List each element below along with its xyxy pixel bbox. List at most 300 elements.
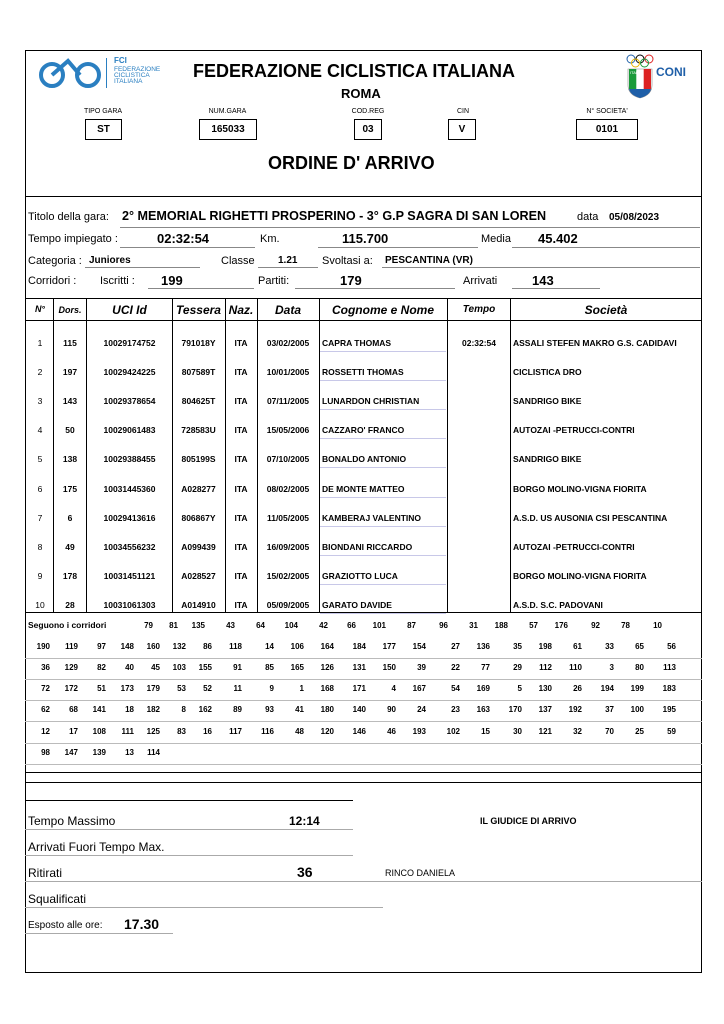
cell-tessera: 807589T: [181, 367, 216, 378]
cell-uci-id: 10034556232: [103, 541, 156, 552]
cell-birthdate: 05/09/2005: [266, 599, 310, 610]
partiti-label: Partiti:: [258, 275, 290, 287]
follower-number: 132: [172, 642, 186, 651]
row-underline: [320, 526, 446, 527]
category-underline: [85, 267, 200, 268]
followers-end-line: [25, 782, 702, 783]
follower-number: 10: [653, 621, 662, 630]
cell-team: BORGO MOLINO-VIGNA FIORITA: [513, 570, 647, 581]
document-frame: [25, 50, 702, 973]
time-label: Tempo impiegato :: [28, 233, 118, 245]
followers-row-line: [25, 721, 702, 722]
follower-number: 199: [630, 684, 644, 693]
box-societa: 0101: [576, 119, 638, 140]
follower-number: 81: [169, 621, 178, 630]
follower-number: 150: [382, 663, 396, 672]
follower-number: 9: [269, 684, 274, 693]
partiti-value: 179: [340, 273, 362, 288]
cell-position: 7: [37, 512, 43, 523]
follower-number: 192: [568, 705, 582, 714]
follower-number: 3: [609, 663, 614, 672]
followers-bottom-line: [25, 772, 702, 773]
box-num-gara: 165033: [199, 119, 257, 140]
cell-nationality: ITA: [234, 512, 248, 523]
follower-number: 104: [284, 621, 298, 630]
cell-nationality: ITA: [234, 541, 248, 552]
follower-number: 77: [481, 663, 490, 672]
follower-number: 70: [605, 727, 614, 736]
media-label: Media: [481, 233, 511, 245]
cell-dorsal: 115: [63, 338, 77, 348]
follower-number: 100: [630, 705, 644, 714]
follower-number: 79: [144, 621, 153, 630]
followers-row-line: [25, 700, 702, 701]
cell-dorsal: 138: [62, 454, 78, 465]
cell-uci-id: 10029413616: [103, 512, 156, 523]
follower-number: 53: [177, 684, 186, 693]
cell-dorsal: 49: [65, 541, 75, 552]
time-underline: [120, 247, 255, 248]
follower-number: 177: [382, 642, 396, 651]
time-value: 02:32:54: [157, 231, 210, 246]
ritirati-label: Ritirati: [28, 866, 63, 880]
follower-number: 54: [451, 684, 460, 693]
follower-number: 163: [476, 705, 490, 714]
city-title: ROMA: [341, 86, 381, 101]
tempo-massimo-label: Tempo Massimo: [28, 814, 116, 828]
follower-number: 96: [439, 621, 448, 630]
cell-dorsal: 28: [65, 599, 75, 610]
km-label: Km.: [260, 233, 280, 245]
cell-rider-name: DE MONTE MATTEO: [322, 483, 405, 494]
follower-number: 162: [198, 705, 212, 714]
cell-uci-id: 10029174752: [103, 338, 156, 348]
follower-number: 4: [391, 684, 396, 693]
cell-rider-name: BIONDANI RICCARDO: [322, 541, 413, 552]
arrivati-underline: [512, 288, 600, 289]
svoltasi-label: Svoltasi a:: [322, 255, 373, 267]
cell-birthdate: 07/11/2005: [266, 396, 310, 407]
follower-number: 1: [299, 684, 304, 693]
tempo-massimo-underline: [25, 829, 353, 830]
follower-number: 16: [203, 727, 212, 736]
cell-dorsal: 50: [65, 425, 75, 436]
box-cod-reg: 03: [354, 119, 382, 140]
title-underline: [120, 227, 700, 228]
cell-nationality: ITA: [234, 454, 248, 465]
follower-number: 62: [41, 705, 50, 714]
row-underline: [320, 584, 446, 585]
follower-number: 22: [451, 663, 460, 672]
follower-number: 176: [554, 621, 568, 630]
federation-title: FEDERAZIONE CICLISTICA ITALIANA: [193, 61, 515, 81]
box-label-num-gara: NUM.GARA: [208, 108, 247, 115]
partiti-underline: [295, 288, 455, 289]
followers-label: Seguono i corridori: [28, 620, 107, 630]
row-underline: [320, 438, 446, 439]
esposto-label: Esposto alle ore:: [28, 920, 103, 931]
follower-number: 188: [494, 621, 508, 630]
follower-number: 45: [151, 663, 160, 672]
row-underline: [320, 497, 446, 498]
cell-birthdate: 08/02/2005: [266, 483, 310, 494]
cell-birthdate: 11/05/2005: [266, 512, 310, 523]
follower-number: 170: [508, 705, 522, 714]
race-title-value: 2° MEMORIAL RIGHETTI PROSPERINO - 3° G.P SAGRA DI SAN LOREN: [122, 209, 547, 223]
coni-logo: [626, 53, 654, 104]
follower-number: 8: [181, 705, 186, 714]
follower-number: 164: [320, 642, 334, 651]
follower-number: 184: [352, 642, 366, 651]
cell-tessera: 805199S: [181, 454, 216, 465]
iscritti-label: Iscritti :: [100, 275, 135, 287]
follower-number: 68: [69, 705, 78, 714]
follower-number: 87: [407, 621, 416, 630]
cell-birthdate: 07/10/2005: [266, 454, 310, 465]
follower-number: 103: [172, 663, 186, 672]
follower-number: 131: [352, 663, 366, 672]
follower-number: 24: [417, 705, 426, 714]
follower-number: 168: [320, 684, 334, 693]
giudice-name: RINCO DANIELA: [385, 868, 456, 878]
col-header-naz: Naz.: [228, 303, 254, 317]
cell-team: AUTOZAI -PETRUCCI-CONTRI: [513, 541, 635, 552]
follower-number: 180: [320, 705, 334, 714]
cell-team: A.S.D. S.C. PADOVANI: [513, 599, 603, 610]
col-header-dors: Dors.: [58, 305, 82, 315]
follower-number: 130: [538, 684, 552, 693]
follower-number: 167: [412, 684, 426, 693]
cell-rider-name: BONALDO ANTONIO: [322, 454, 407, 465]
follower-number: 116: [261, 727, 274, 736]
row-underline: [320, 409, 446, 410]
cell-rider-name: KAMBERAJ VALENTINO: [322, 512, 422, 523]
cell-uci-id: 10029424225: [103, 367, 156, 378]
follower-number: 120: [320, 727, 334, 736]
cell-team: SANDRIGO BIKE: [513, 454, 582, 465]
cell-rider-name: GRAZIOTTO LUCA: [322, 570, 398, 581]
cell-nationality: ITA: [234, 483, 248, 494]
race-date-label: data: [577, 211, 599, 223]
follower-number: 147: [64, 748, 78, 757]
classe-label: Classe: [221, 255, 255, 267]
cell-dorsal: 175: [62, 483, 78, 494]
follower-number: 29: [513, 663, 522, 672]
followers-row-line: [25, 658, 702, 659]
cell-rider-name: CAPRA THOMAS: [322, 338, 392, 348]
follower-number: 11: [233, 684, 242, 693]
follower-number: 41: [295, 705, 304, 714]
cell-tessera: 804625T: [181, 396, 216, 407]
cell-uci-id: 10029061483: [103, 425, 156, 436]
follower-number: 139: [92, 748, 106, 757]
cell-nationality: ITA: [234, 396, 248, 407]
cell-tessera: 806867Y: [181, 512, 216, 523]
cell-team: SANDRIGO BIKE: [513, 396, 582, 407]
follower-number: 92: [591, 621, 600, 630]
cell-position: 9: [37, 570, 43, 581]
follower-number: 141: [92, 705, 106, 714]
fci-line3: ITALIANA: [114, 78, 143, 85]
follower-number: 43: [226, 621, 235, 630]
cell-tessera: A014910: [181, 599, 216, 610]
follower-number: 112: [539, 663, 552, 672]
follower-number: 113: [663, 663, 676, 672]
follower-number: 173: [120, 684, 134, 693]
race-date-value: 05/08/2023: [609, 212, 660, 223]
esposto-value: 17.30: [124, 916, 160, 932]
follower-number: 17: [69, 727, 78, 736]
cell-dorsal: 197: [62, 367, 78, 378]
follower-number: 179: [146, 684, 160, 693]
follower-number: 12: [41, 727, 50, 736]
follower-number: 111: [121, 727, 134, 736]
follower-number: 193: [412, 727, 426, 736]
follower-number: 98: [41, 748, 50, 757]
col-header-name: Cognome e Nome: [331, 303, 434, 317]
follower-number: 66: [347, 621, 356, 630]
row-underline: [320, 380, 446, 381]
cell-uci-id: 10029388455: [103, 454, 156, 465]
footer-top-line: [25, 800, 353, 801]
cell-position: 8: [37, 541, 43, 552]
cell-birthdate: 03/02/2005: [266, 338, 310, 348]
col-header-n: N°: [34, 304, 46, 314]
coni-label: CONI: [656, 65, 686, 79]
follower-number: 90: [387, 705, 396, 714]
followers-row-line: [25, 764, 702, 765]
follower-number: 5: [517, 684, 522, 693]
box-label-tipo-gara: TIPO GARA: [83, 108, 123, 115]
follower-number: 102: [446, 727, 460, 736]
follower-number: 106: [290, 642, 304, 651]
follower-number: 52: [203, 684, 212, 693]
follower-number: 194: [600, 684, 614, 693]
follower-number: 59: [667, 727, 676, 736]
follower-number: 46: [387, 727, 396, 736]
table-top-line: [25, 298, 702, 299]
follower-number: 160: [146, 642, 160, 651]
cell-rider-name: LUNARDON CHRISTIAN: [322, 396, 420, 407]
coni-small: ITALIA: [630, 70, 642, 75]
fci-line2: CICLISTICA: [114, 72, 150, 79]
follower-number: 36: [41, 663, 50, 672]
corridori-label: Corridori :: [28, 275, 77, 287]
cell-birthdate: 10/01/2005: [266, 367, 310, 378]
follower-number: 154: [412, 642, 426, 651]
cell-tessera: 791018Y: [181, 338, 216, 348]
cell-dorsal: 6: [67, 512, 73, 523]
box-label-societa: N° SOCIETA': [586, 108, 628, 115]
follower-number: 65: [635, 642, 644, 651]
logo-divider: [106, 58, 107, 88]
followers-row-line: [25, 679, 702, 680]
row-underline: [320, 351, 446, 352]
follower-number: 110: [569, 663, 582, 672]
cell-uci-id: 10031061303: [103, 599, 156, 610]
follower-number: 118: [229, 642, 242, 651]
box-label-cod-reg: COD.REG: [351, 108, 385, 115]
follower-number: 121: [538, 727, 552, 736]
follower-number: 64: [256, 621, 265, 630]
follower-number: 18: [125, 705, 134, 714]
col-header-tempo: Tempo: [462, 304, 496, 315]
follower-number: 108: [92, 727, 106, 736]
olympic-rings-icon: [626, 53, 654, 99]
fci-bike-icon: [38, 58, 104, 88]
follower-number: 137: [538, 705, 552, 714]
cell-tessera: A028527: [181, 570, 216, 581]
follower-number: 27: [451, 642, 460, 651]
cell-birthdate: 15/02/2005: [266, 570, 310, 581]
giudice-label: IL GIUDICE DI ARRIVO: [480, 816, 577, 826]
media-underline: [512, 247, 700, 248]
follower-number: 31: [469, 621, 478, 630]
follower-number: 101: [372, 621, 386, 630]
table-header-line: [25, 320, 702, 321]
follower-number: 148: [120, 642, 134, 651]
follower-number: 198: [538, 642, 552, 651]
follower-number: 136: [476, 642, 490, 651]
km-underline: [318, 247, 478, 248]
cell-position: 5: [37, 454, 43, 465]
follower-number: 35: [513, 642, 522, 651]
follower-number: 117: [229, 727, 242, 736]
follower-number: 119: [65, 642, 78, 651]
follower-number: 30: [513, 727, 522, 736]
fci-logo: [38, 58, 104, 93]
cell-tessera: A099439: [181, 541, 216, 552]
cell-position: 2: [37, 367, 43, 378]
media-value: 45.402: [538, 231, 578, 246]
follower-number: 25: [635, 727, 644, 736]
cell-nationality: ITA: [234, 367, 248, 378]
follower-number: 86: [203, 642, 212, 651]
category-value: Juniores: [89, 255, 131, 266]
ritirati-value: 36: [297, 864, 313, 880]
cell-team: ASSALI STEFEN MAKRO G.S. CADIDAVI: [513, 338, 677, 348]
follower-number: 126: [320, 663, 334, 672]
cell-birthdate: 15/05/2006: [266, 425, 310, 436]
cell-time: 02:32:54: [461, 338, 497, 348]
box-cin: V: [448, 119, 476, 140]
follower-number: 114: [147, 748, 160, 757]
box-tipo-gara: ST: [85, 119, 122, 140]
follower-number: 190: [36, 642, 50, 651]
ritirati-underline: [25, 881, 702, 882]
follower-number: 172: [64, 684, 78, 693]
cell-position: 6: [37, 483, 43, 494]
fuori-tempo-label: Arrivati Fuori Tempo Max.: [28, 840, 165, 854]
follower-number: 26: [573, 684, 582, 693]
fuori-tempo-underline: [25, 855, 353, 856]
follower-number: 93: [265, 705, 274, 714]
follower-number: 82: [97, 663, 106, 672]
follower-number: 155: [198, 663, 212, 672]
km-value: 115.700: [342, 231, 389, 246]
cell-rider-name: GARATO DAVIDE: [322, 599, 392, 610]
cell-nationality: ITA: [234, 425, 248, 436]
follower-number: 183: [662, 684, 676, 693]
follower-number: 135: [191, 621, 205, 630]
cell-position: 10: [35, 599, 45, 610]
category-label: Categoria :: [28, 255, 82, 267]
follower-number: 32: [573, 727, 582, 736]
box-label-cin: CIN: [456, 108, 470, 115]
follower-number: 140: [352, 705, 366, 714]
follower-number: 72: [41, 684, 50, 693]
cell-nationality: ITA: [234, 570, 248, 581]
cell-rider-name: ROSSETTI THOMAS: [322, 367, 404, 378]
cell-tessera: 728583U: [181, 425, 216, 436]
follower-number: 39: [417, 663, 426, 672]
row-underline: [320, 467, 446, 468]
follower-number: 15: [481, 727, 490, 736]
follower-number: 195: [662, 705, 676, 714]
follower-number: 42: [319, 621, 328, 630]
cell-dorsal: 143: [62, 396, 78, 407]
cell-team: AUTOZAI -PETRUCCI-CONTRI: [513, 425, 635, 436]
follower-number: 23: [451, 705, 460, 714]
follower-number: 48: [295, 727, 304, 736]
col-header-data: Data: [274, 303, 301, 317]
follower-number: 171: [352, 684, 366, 693]
fci-line1: FEDERAZIONE: [114, 66, 161, 73]
cell-tessera: A028277: [181, 483, 216, 494]
tempo-massimo-value: 12:14: [289, 814, 320, 828]
col-divider: [510, 298, 511, 612]
follower-number: 56: [667, 642, 676, 651]
fci-abbr: FCI: [114, 56, 127, 65]
iscritti-value: 199: [161, 273, 183, 288]
follower-number: 14: [265, 642, 274, 651]
follower-number: 57: [529, 621, 538, 630]
row-underline: [320, 555, 446, 556]
col-header-tessera: Tessera: [176, 303, 221, 317]
esposto-underline: [25, 933, 173, 934]
follower-number: 89: [233, 705, 242, 714]
table-bottom-line: [25, 612, 702, 613]
document-title: ORDINE D' ARRIVO: [268, 153, 435, 173]
cell-rider-name: CAZZARO' FRANCO: [322, 425, 405, 436]
follower-number: 13: [125, 748, 134, 757]
race-title-label: Titolo della gara:: [28, 211, 109, 223]
cell-uci-id: 10031445360: [103, 483, 156, 494]
cell-team: BORGO MOLINO-VIGNA FIORITA: [513, 483, 647, 494]
follower-number: 51: [97, 684, 106, 693]
cell-nationality: ITA: [234, 338, 248, 348]
follower-number: 83: [177, 727, 186, 736]
follower-number: 91: [233, 663, 242, 672]
squalificati-underline: [25, 907, 383, 908]
cell-nationality: ITA: [234, 599, 248, 610]
follower-number: 61: [573, 642, 582, 651]
col-header-uci-id: UCI Id: [112, 303, 147, 317]
svoltasi-underline: [382, 267, 700, 268]
classe-underline: [258, 267, 318, 268]
follower-number: 165: [290, 663, 304, 672]
arrivati-value: 143: [532, 273, 554, 288]
follower-number: 129: [64, 663, 78, 672]
iscritti-underline: [148, 288, 254, 289]
row-underline: [320, 613, 446, 614]
svoltasi-value: PESCANTINA (VR): [385, 255, 473, 266]
followers-row-line: [25, 743, 702, 744]
follower-number: 146: [352, 727, 366, 736]
follower-number: 33: [605, 642, 614, 651]
cell-position: 1: [37, 338, 43, 348]
col-header-societa: Società: [584, 303, 628, 317]
